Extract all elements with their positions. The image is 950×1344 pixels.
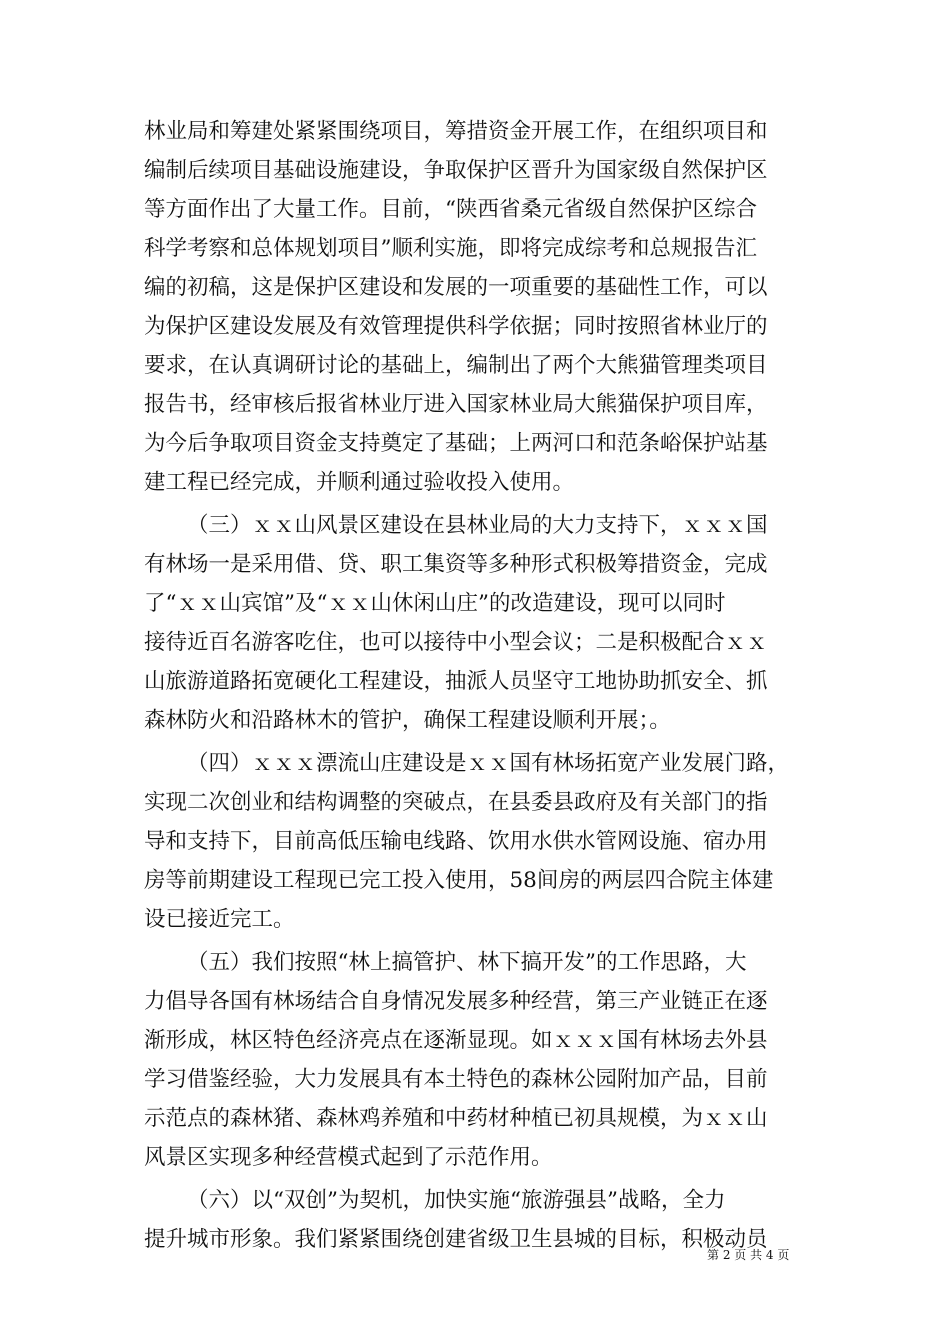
text-line: 接待近百名游客吃住，也可以接待中小型会议；二是积极配合ｘｘ <box>144 630 768 655</box>
page-number: 第 2 页 共 4 页 <box>707 1248 790 1262</box>
text-line: 森林防火和沿路林木的管护，确保工程建设顺利开展；。 <box>144 708 671 733</box>
text-line: 编的初稿，这是保护区建设和发展的一项重要的基础性工作，可以 <box>144 275 768 300</box>
paragraph-continuation <box>144 112 812 502</box>
text-line: 导和支持下，目前高低压输电线路、饮用水供水管网设施、宿办用 <box>144 829 768 854</box>
text-line: 林业局和筹建处紧紧围绕项目，筹措资金开展工作，在组织项目和 <box>144 119 768 144</box>
text-line: （五）我们按照“林上搞管护、林下搞开发”的工作思路，大 <box>187 950 747 975</box>
text-line: 了“ｘｘ山宾馆”及“ｘｘ山休闲山庄”的改造建设，现可以同时 <box>144 591 726 616</box>
text-line: （四）ｘｘｘ漂流山庄建设是ｘｘ国有林场拓宽产业发展门路， <box>187 751 790 776</box>
text-line: 为今后争取项目资金支持奠定了基础；上两河口和范条峪保护站基 <box>144 431 768 456</box>
paragraph-section-5 <box>144 943 812 1177</box>
text-line: 要求，在认真调研讨论的基础上，编制出了两个大熊猫管理类项目 <box>144 353 768 378</box>
text-line: 渐形成，林区特色经济亮点在逐渐显现。如ｘｘｘ国有林场去外县 <box>144 1028 768 1053</box>
text-line: 示范点的森林猪、森林鸡养殖和中药材种植已初具规模，为ｘｘ山 <box>144 1106 768 1131</box>
text-line: 力倡导各国有林场结合自身情况发展多种经营，第三产业链正在逐 <box>144 989 768 1014</box>
text-line: （三）ｘｘ山风景区建设在县林业局的大力支持下，ｘｘｘ国 <box>187 513 768 538</box>
text-line: 设已接近完工。 <box>144 907 295 932</box>
text-line: 房等前期建设工程现已完工投入使用，58间房的两层四合院主体建 <box>144 868 774 893</box>
text-line: 为保护区建设发展及有效管理提供科学依据；同时按照省林业厅的 <box>144 314 768 339</box>
text-line: （六）以“双创”为契机，加快实施“旅游强县”战略，全力 <box>187 1188 726 1213</box>
text-line: 山旅游道路拓宽硬化工程建设，抽派人员坚守工地协助抓安全、抓 <box>144 669 768 694</box>
paragraph-section-4 <box>144 744 812 939</box>
text-line: 编制后续项目基础设施建设，争取保护区晋升为国家级自然保护区 <box>144 158 768 183</box>
text-line: 实现二次创业和结构调整的突破点，在县委县政府及有关部门的指 <box>144 790 768 815</box>
body-text <box>144 112 812 1259</box>
text-line: 报告书，经审核后报省林业厅进入国家林业局大熊猫保护项目库， <box>144 392 768 417</box>
text-line: 有林场一是采用借、贷、职工集资等多种形式积极筹措资金，完成 <box>144 552 768 577</box>
text-line: 风景区实现多种经营模式起到了示范作用。 <box>144 1145 553 1170</box>
text-line: 科学考察和总体规划项目”顺利实施，即将完成综考和总规报告汇 <box>144 236 757 261</box>
text-line: 学习借鉴经验，大力发展具有本土特色的森林公园附加产品，目前 <box>144 1067 768 1092</box>
text-line: 等方面作出了大量工作。目前，“陕西省桑元省级自然保护区综合 <box>144 197 757 222</box>
paragraph-section-3 <box>144 506 812 740</box>
text-line: 建工程已经完成，并顺利通过验收投入使用。 <box>144 470 575 495</box>
text-line: 提升城市形象。我们紧紧围绕创建省级卫生县城的目标，积极动员 <box>144 1227 768 1252</box>
